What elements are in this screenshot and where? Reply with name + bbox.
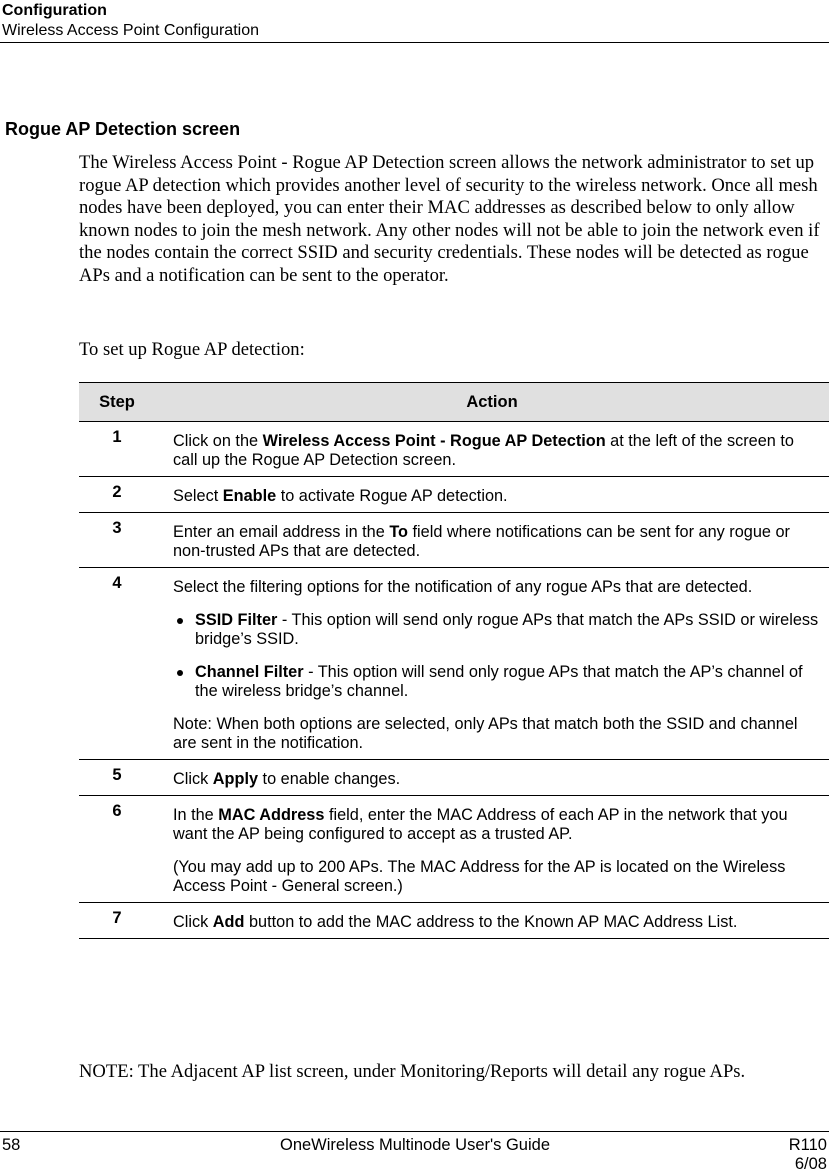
page-number: 58: [2, 1136, 21, 1154]
step-number: 5: [79, 760, 155, 796]
step-text: Select the filtering options for the notification of any rogue APs that are detected.: [173, 578, 753, 596]
step-extra: (You may add up to 200 APs. The MAC Address for the AP is located on the Wireless Access Point - General screen.): [173, 858, 786, 895]
filter-option-list: [173, 611, 821, 701]
guide-title: OneWireless Multinode User's Guide: [280, 1136, 551, 1154]
step-text: Click on the: [173, 432, 263, 450]
step-text: Enter an email address in the: [173, 523, 390, 541]
intro-paragraph: The Wireless Access Point - Rogue AP Detection screen allows the network administrator to set up rogue AP detection which provides another level of security to the wireless network. Once all mesh nodes have been deployed, you can enter their MAC addresses as described below to only allow known nodes to join the mesh network. Any other nodes will not be able to join the network even if the nodes contain the correct SSID and security credentials. These nodes will be detected as rogue APs and a notification can be sent to the operator.: [79, 152, 820, 286]
page-header: [2, 0, 829, 41]
step-text: field, enter the MAC Address of each AP in the network that you want the AP being configured to accept as a trusted AP.: [173, 806, 788, 843]
footer-divider: [0, 1131, 829, 1132]
column-header-step: Step: [79, 383, 155, 422]
list-item: [195, 611, 821, 649]
section-title: Rogue AP Detection screen: [5, 119, 241, 139]
table-row: [79, 796, 829, 903]
step-action: [155, 796, 829, 903]
final-note: NOTE: The Adjacent AP list screen, under Monitoring/Reports will detail any rogue APs.: [79, 1061, 746, 1082]
table-row: [79, 760, 829, 796]
step-number: 2: [79, 477, 155, 513]
step-action: [155, 477, 829, 513]
steps-table: [79, 382, 829, 939]
step-note: Note: When both options are selected, only APs that match both the SSID and channel are sent in the notification.: [173, 715, 798, 752]
step-emphasis: Wireless Access Point - Rogue AP Detection: [262, 432, 606, 450]
table-row: [79, 477, 829, 513]
list-item: [195, 663, 821, 701]
header-divider: [0, 42, 829, 43]
step-action: [155, 513, 829, 568]
step-number: 7: [79, 903, 155, 939]
step-emphasis: Channel Filter: [195, 663, 304, 681]
revision-number: R110: [788, 1136, 827, 1154]
column-header-action: Action: [155, 383, 829, 422]
step-text: Select: [173, 487, 223, 505]
table-row: [79, 568, 829, 760]
step-text: button to add the MAC address to the Known AP MAC Address List.: [244, 913, 738, 931]
step-emphasis: MAC Address: [218, 806, 325, 824]
step-action: [155, 422, 829, 477]
step-text: field where notifications can be sent for any rogue or non-trusted APs that are detected.: [173, 523, 790, 560]
step-text: Click: [173, 913, 213, 931]
header-chapter: Configuration: [2, 2, 107, 19]
table-row: [79, 513, 829, 568]
step-text: - This option will send only rogue APs that match the AP’s channel of the wireless bridge’s channel.: [195, 663, 803, 700]
revision-date: 6/08: [794, 1155, 827, 1173]
step-text: to activate Rogue AP detection.: [276, 487, 508, 505]
step-number: 3: [79, 513, 155, 568]
step-emphasis: Enable: [222, 487, 277, 505]
step-emphasis: Apply: [212, 770, 259, 788]
revision-info: [789, 1136, 827, 1174]
step-emphasis: Add: [212, 913, 245, 931]
step-text: at the left of the screen to call up the Rogue AP Detection screen.: [173, 432, 794, 469]
header-section: Wireless Access Point Configuration: [2, 22, 259, 39]
step-action: [155, 760, 829, 796]
step-emphasis: To: [389, 523, 408, 541]
step-number: 6: [79, 796, 155, 903]
step-text: - This option will send only rogue APs that match the APs SSID or wireless bridge’s SSID.: [195, 611, 819, 648]
table-row: [79, 422, 829, 477]
step-action: [155, 903, 829, 939]
step-text: to enable changes.: [258, 770, 401, 788]
step-text: In the: [173, 806, 219, 824]
table-row: [79, 903, 829, 939]
step-number: 4: [79, 568, 155, 760]
step-number: 1: [79, 422, 155, 477]
setup-line: To set up Rogue AP detection:: [79, 339, 305, 360]
table-header-row: [79, 383, 829, 422]
step-text: Click: [173, 770, 213, 788]
step-action: [155, 568, 829, 760]
step-emphasis: SSID Filter: [195, 611, 278, 629]
